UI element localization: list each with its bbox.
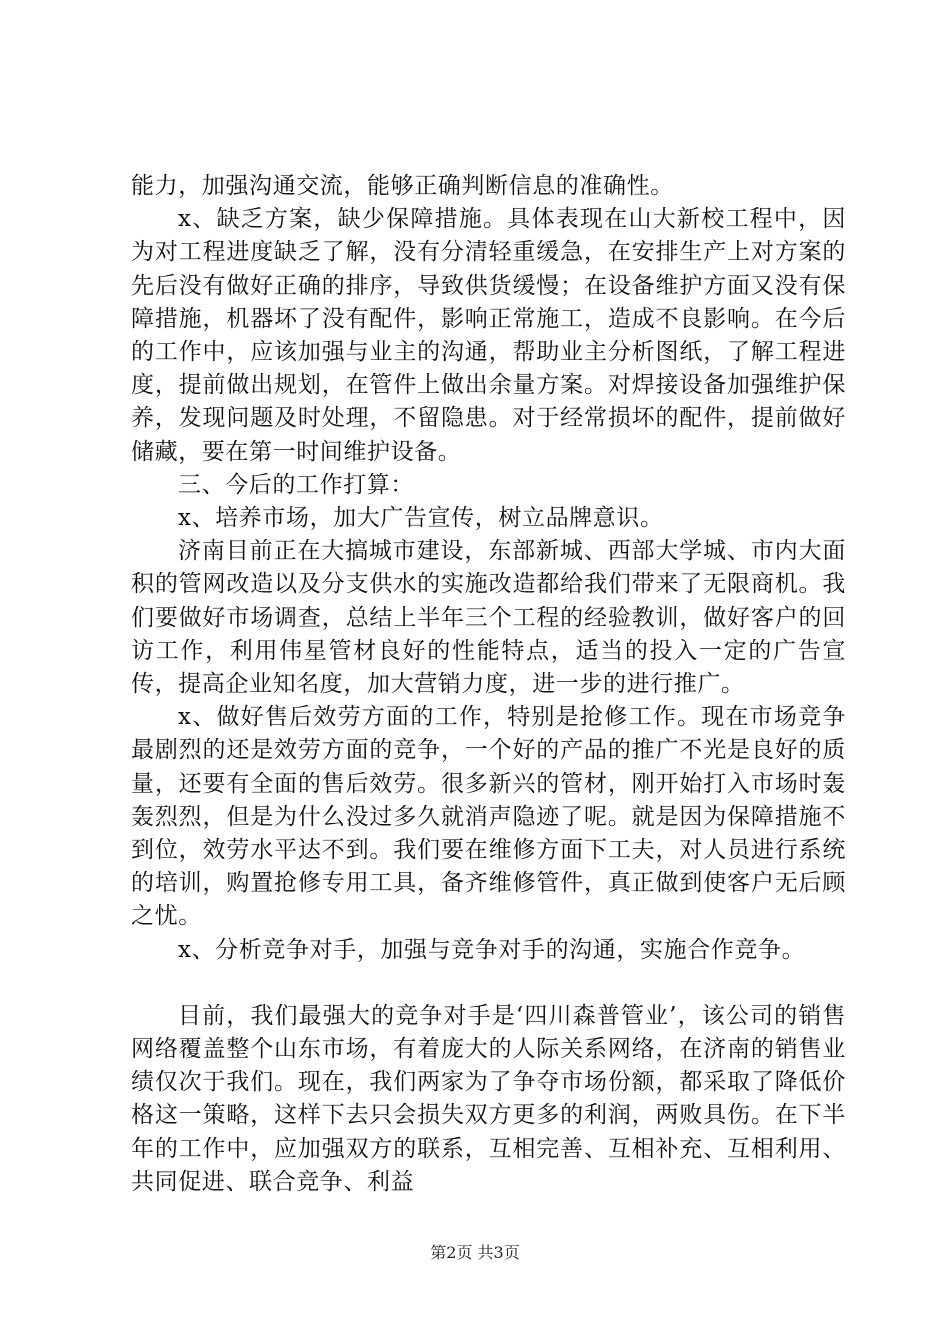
paragraph-after-sales-service: x、做好售后效劳方面的工作，特别是抢修工作。现在市场竞争最剧烈的还是效劳方面的竞争，一个好的产品的推广不光是良好的质量，还要有全面的售后效劳。很多新兴的管材，刚开始打入市场时轰轰烈烈，但是为什么没过多久就消声隐迹了呢。就是因为保障措施不到位，效劳水平达不到。我们要在维修方面下工夫，对人员进行系统的培训，购置抢修专用工具，备齐维修管件，真正做到使客户无后顾之忧。 xyxy=(131,704,846,930)
page-footer: 第2页 共3页 xyxy=(430,1243,520,1262)
document-body xyxy=(131,170,846,1199)
section-heading-future-plan: 三、今后的工作打算： xyxy=(178,471,414,498)
paragraph-market-building: x、培养市场，加大广告宣传，树立品牌意识。 xyxy=(178,505,664,532)
paragraph-main-competitor: 目前，我们最强大的竞争对手是‘四川森普管业’，该公司的销售网络覆盖整个山东市场，有着庞大的人际关系网络，在济南的销售业绩仅次于我们。现在，我们两家为了争夺市场份额，都采取了降低价格这一策略，这样下去只会损失双方更多的利润，两败具伤。在下半年的工作中，应加强双方的联系，互相完善、互相补充、互相利用、共同促进、联合竞争、利益 xyxy=(131,1002,846,1195)
paragraph-continuation: 能力，加强沟通交流，能够正确判断信息的准确性。 xyxy=(131,173,674,199)
paragraph-competitor-analysis: x、分析竞争对手，加强与竞争对手的沟通，实施合作竞争。 xyxy=(178,936,806,963)
paragraph-jinan-construction: 济南目前正在大搞城市建设，东部新城、西部大学城、市内大面积的管网改造以及分支供水的实施改造都给我们带来了无限商机。我们要做好市场调查，总结上半年三个工程的经验教训，做好客户的回访工作，利用伟星管材良好的性能特点，适当的投入一定的广告宣传，提高企业知名度，加大营销力度，进一步的进行推广。 xyxy=(131,538,846,698)
paragraph-lack-of-plan: x、缺乏方案，缺少保障措施。具体表现在山大新校工程中，因为对工程进度缺乏了解，没有分清轻重缓急，在安排生产上对方案的先后没有做好正确的排序，导致供货缓慢；在设备维护方面又没有保障措施，机器坏了没有配件，影响正常施工，造成不良影响。在今后的工作中，应该加强与业主的沟通，帮助业主分析图纸，了解工程进度，提前做出规划，在管件上做出余量方案。对焊接设备加强维护保养，发现问题及时处理，不留隐患。对于经常损坏的配件，提前做好储藏，要在第一时间维护设备。 xyxy=(131,206,846,465)
